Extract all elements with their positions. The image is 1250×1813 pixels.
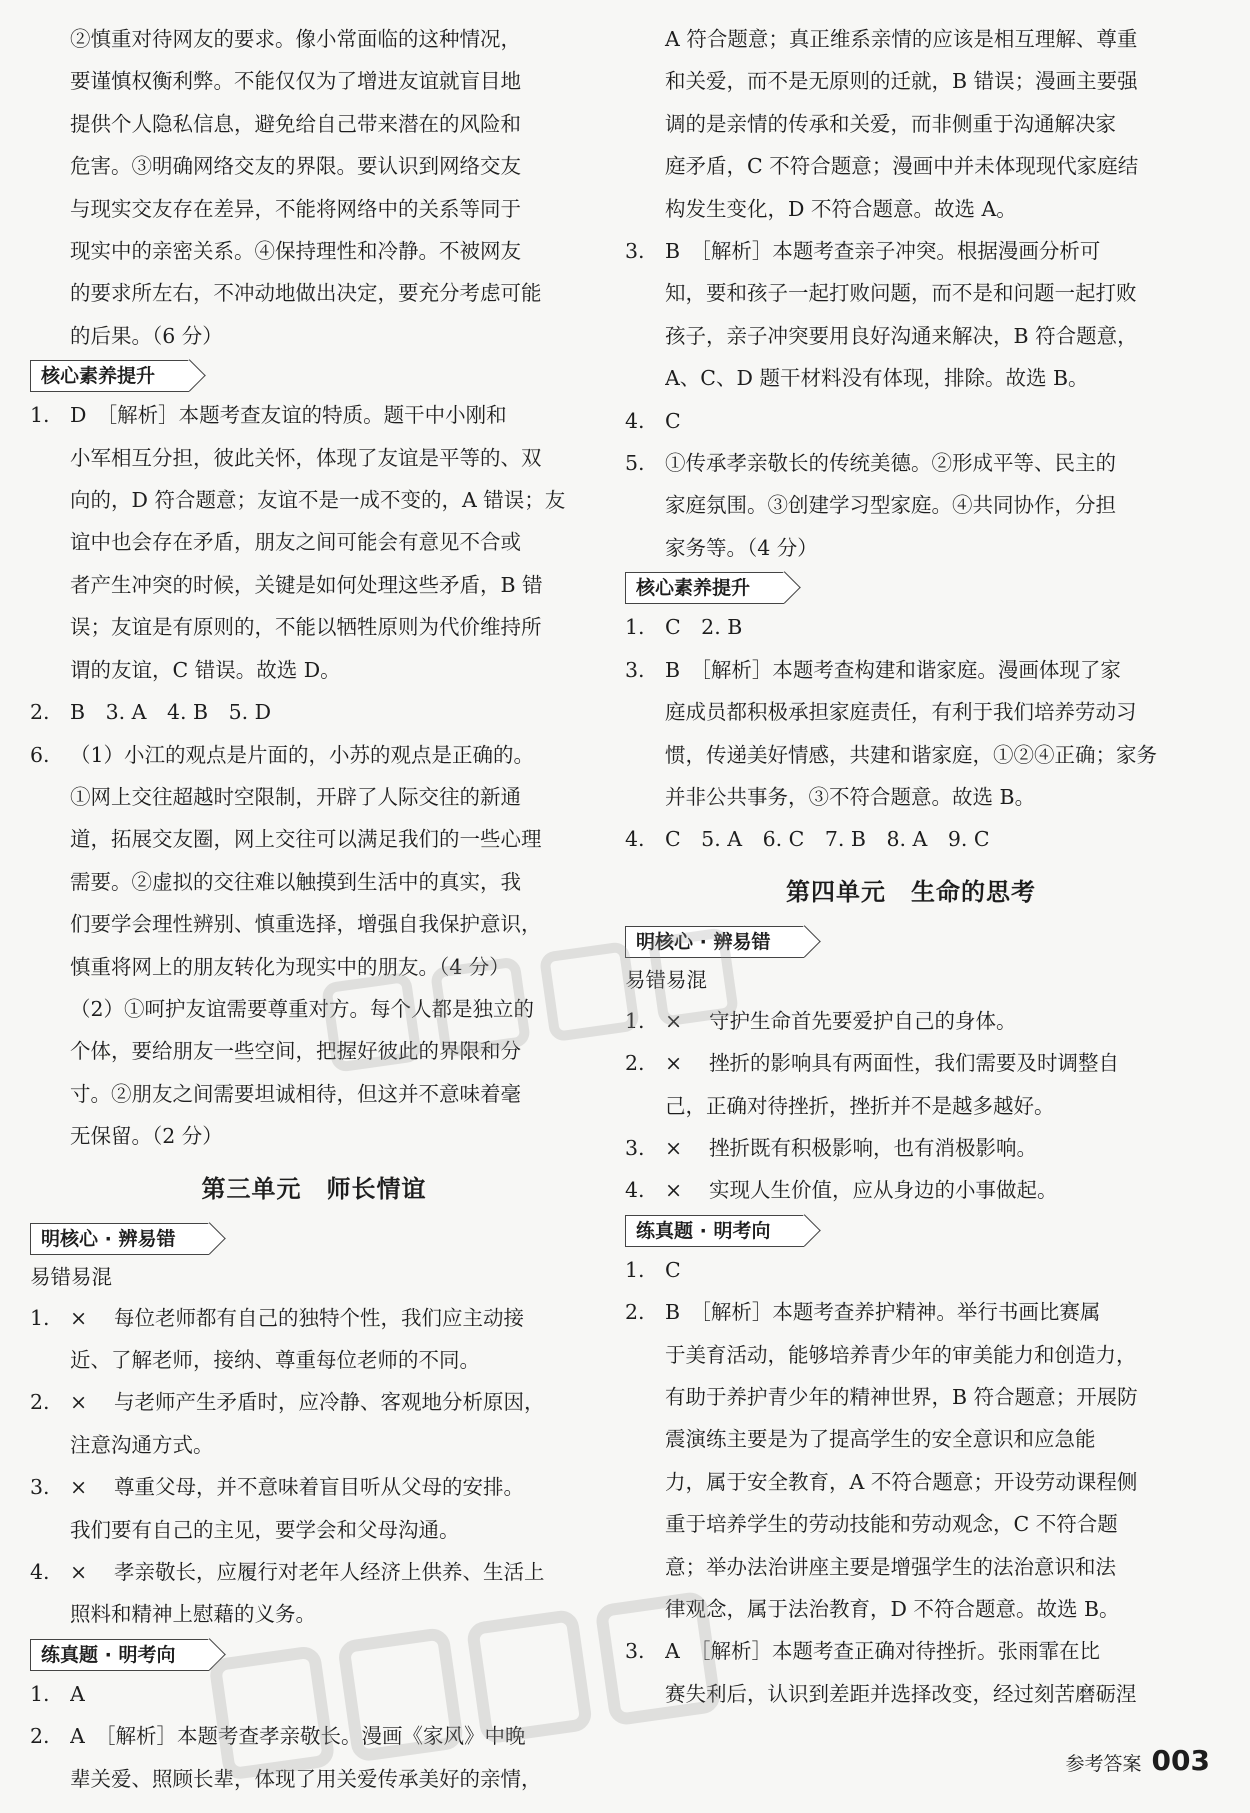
- section-tag-core-literacy: 核心素养提升: [625, 572, 784, 604]
- section-tag-real-exam: 练真题 · 明考向: [30, 1639, 209, 1671]
- text-line: 每位老师都有自己的独特个性，我们应主动接: [114, 1305, 524, 1330]
- text-line: 实现人生价值，应从身边的小事做起。: [709, 1178, 1058, 1203]
- text-line: 家务等。（4 分）: [665, 535, 818, 560]
- item-number: 2.: [30, 1724, 50, 1749]
- text-line: 震演练主要是为了提高学生的安全意识和应急能: [665, 1427, 1096, 1452]
- answer-item: [625, 1249, 1197, 1291]
- text-line: （2）①呵护友谊需要尊重对方。每个人都是独立的: [70, 996, 535, 1021]
- text-line: 小军相互分担，彼此关怀，体现了友谊是平等的、双: [70, 445, 542, 470]
- text-line: C: [665, 408, 681, 433]
- text-line: 谓的友谊，C 错误。故选 D。: [70, 657, 341, 682]
- text-line: A、C、D 题干材料没有体现，排除。故选 B。: [665, 366, 1089, 391]
- text-line: 个体，要给朋友一些空间，把握好彼此的界限和分: [70, 1039, 521, 1064]
- answer-item: [625, 1000, 1197, 1042]
- text-line: 谊中也会存在矛盾，朋友之间可能会有意见不合或: [70, 530, 521, 555]
- item-number: 1.: [30, 1305, 50, 1330]
- item-number: 5.: [625, 451, 645, 476]
- text-line: 寸。②朋友之间需要坦诚相待，但这并不意味着毫: [70, 1081, 521, 1106]
- cross-mark-icon: ×: [665, 1008, 683, 1033]
- page-footer: [1066, 1744, 1210, 1777]
- text-line: 有助于养护青少年的精神世界，B 符合题意；开展防: [665, 1384, 1138, 1409]
- text-line: 者产生冲突的时候，关键是如何处理这些矛盾，B 错: [70, 572, 543, 597]
- text-line: 孩子，亲子冲突要用良好沟通来解决，B 符合题意，: [665, 323, 1138, 348]
- text-line: ①传承孝亲敬长的传统美德。②形成平等、民主的: [665, 451, 1116, 476]
- text-line: 调的是亲情的传承和关爱，而非侧重于沟通解决家: [665, 111, 1116, 136]
- text-line: 律观念，属于法治教育，D 不符合题意。故选 B。: [665, 1597, 1120, 1621]
- answer-item: [30, 734, 598, 1158]
- text-line: B ［解析］本题考查养护精神。举行书画比赛属: [665, 1300, 1101, 1325]
- text-line: 庭矛盾，C 不符合题意；漫画中并未体现现代家庭结: [665, 154, 1139, 179]
- cross-mark-icon: ×: [70, 1390, 88, 1415]
- section-tag-core-literacy: 核心素养提升: [30, 360, 189, 392]
- item-number: 4.: [625, 408, 645, 433]
- answer-item: [625, 1042, 1197, 1127]
- answer-item: [30, 1673, 598, 1715]
- answer-item: [625, 400, 1197, 442]
- text-line: 与老师产生矛盾时，应冷静、客观地分析原因，: [114, 1390, 545, 1415]
- answer-item: [30, 1381, 598, 1466]
- text-line: 尊重父母，并不意味着盲目听从父母的安排。: [114, 1475, 524, 1500]
- text-line: 我们要有自己的主见，要学会和父母沟通。: [70, 1517, 460, 1542]
- answer-item: [30, 394, 598, 691]
- text-line: 们要学会理性辨别、慎重选择，增强自我保护意识，: [70, 912, 542, 937]
- text-line: C 5. A 6. C 7. B 8. A 9. C: [665, 827, 990, 852]
- text-line: A ［解析］本题考查孝亲敬长。漫画《家风》中晚: [70, 1724, 526, 1749]
- item-number: 2.: [625, 1300, 645, 1325]
- text-line: 力，属于安全教育，A 不符合题意；开设劳动课程侧: [665, 1469, 1138, 1494]
- text-line: 的要求所左右，不冲动地做出决定，要充分考虑可能: [70, 281, 542, 306]
- item-number: 3.: [625, 1135, 645, 1160]
- page-number: 003: [1151, 1744, 1210, 1777]
- text-line: 需要。②虚拟的交往难以触摸到生活中的真实，我: [70, 869, 521, 894]
- text-line: 危害。③明确网络交友的界限。要认识到网络交友: [70, 154, 521, 179]
- text-line: C: [665, 1257, 681, 1282]
- item-number: 4.: [30, 1560, 50, 1584]
- text-line: B ［解析］本题考查构建和谐家庭。漫画体现了家: [665, 657, 1121, 682]
- text-line: 己，正确对待挫折，挫折并不是越多越好。: [665, 1093, 1055, 1118]
- text-line: ①网上交往超越时空限制，开辟了人际交往的新通: [70, 784, 521, 809]
- subsection-title: 易错易混: [30, 1264, 112, 1289]
- intro-text: [30, 18, 598, 357]
- unit-heading: 第四单元 生命的思考: [786, 877, 1036, 906]
- text-line: 知，要和孩子一起打败问题，而不是和问题一起打败: [665, 281, 1137, 306]
- item-number: 4.: [625, 827, 645, 852]
- text-line: C 2. B: [665, 615, 743, 640]
- text-line: 辈关爱、照顾长辈，体现了用关爱传承美好的亲情，: [70, 1766, 542, 1791]
- text-line: D ［解析］本题考查友谊的特质。题干中小刚和: [70, 403, 507, 428]
- text-line: 的后果。（6 分）: [70, 323, 223, 348]
- item-number: 2.: [625, 1051, 645, 1076]
- text-line: ②慎重对待网友的要求。像小常面临的这种情况，: [70, 27, 521, 51]
- text-line: 道，拓展交友圈，网上交往可以满足我们的一些心理: [70, 827, 542, 852]
- unit-heading: 第三单元 师长情谊: [201, 1174, 427, 1203]
- answer-item: [625, 649, 1197, 819]
- answer-item: [625, 1291, 1197, 1630]
- text-line: B 3. A 4. B 5. D: [70, 700, 272, 725]
- item-number: 6.: [30, 742, 50, 767]
- answer-item: [625, 1169, 1197, 1211]
- text-line: 重于培养学生的劳动技能和劳动观念，C 不符合题: [665, 1512, 1118, 1537]
- text-line: A ［解析］本题考查正确对待挫折。张雨霏在比: [665, 1639, 1101, 1664]
- item-number: 2.: [30, 700, 50, 725]
- text-line: 惯，传递美好情感，共建和谐家庭，①②④正确；家务: [665, 742, 1157, 767]
- cross-mark-icon: ×: [665, 1051, 683, 1076]
- cross-mark-icon: ×: [70, 1475, 88, 1500]
- text-line: 近、了解老师，接纳、尊重每位老师的不同。: [70, 1347, 480, 1372]
- item-number: 3.: [625, 239, 645, 264]
- text-line: 挫折既有积极影响，也有消极影响。: [709, 1135, 1037, 1160]
- text-line: 家庭氛围。③创建学习型家庭。④共同协作，分担: [665, 493, 1116, 518]
- answer-item: [625, 1630, 1197, 1715]
- answer-item: [30, 1297, 598, 1382]
- section-tag-core-errors: 明核心 · 辨易错: [625, 926, 804, 958]
- item-number: 4.: [625, 1178, 645, 1203]
- item-number: 2.: [30, 1390, 50, 1415]
- text-line: 和关爱，而不是无原则的迁就，B 错误；漫画主要强: [665, 69, 1138, 94]
- text-line: B ［解析］本题考查亲子冲突。根据漫画分析可: [665, 239, 1101, 264]
- answer-item: [30, 691, 598, 733]
- text-line: 现实中的亲密关系。④保持理性和冷静。不被网友: [70, 239, 521, 264]
- answer-item: [30, 1551, 598, 1636]
- right-column: [625, 18, 1197, 1715]
- text-line: A: [70, 1681, 85, 1706]
- text-line: 向的，D 符合题意；友谊不是一成不变的，A 错误；友: [70, 488, 566, 513]
- cross-mark-icon: ×: [70, 1305, 88, 1330]
- cross-mark-icon: ×: [665, 1135, 683, 1160]
- answer-item: [30, 1715, 598, 1800]
- subsection-title: 易错易混: [625, 967, 707, 992]
- text-line: 孝亲敬长，应履行对老年人经济上供养、生活上: [114, 1560, 545, 1584]
- text-line: 无保留。（2 分）: [70, 1124, 223, 1149]
- text-line: 要谨慎权衡利弊。不能仅仅为了增进友谊就盲目地: [70, 69, 521, 94]
- item-number: 3.: [625, 1639, 645, 1664]
- text-line: 于美育活动，能够培养青少年的审美能力和创造力，: [665, 1342, 1137, 1367]
- text-line: 慎重将网上的朋友转化为现实中的朋友。（4 分）: [70, 954, 510, 979]
- item-number: 1.: [30, 403, 50, 428]
- item-number: 1.: [625, 1257, 645, 1282]
- left-column: [30, 18, 598, 1800]
- text-line: 照料和精神上慰藉的义务。: [70, 1602, 316, 1627]
- answer-item: [625, 1127, 1197, 1169]
- answer-item: [625, 442, 1197, 569]
- text-line: 构发生变化，D 不符合题意。故选 A。: [665, 196, 1017, 221]
- answer-item: [30, 1466, 598, 1551]
- cross-mark-icon: ×: [665, 1178, 683, 1203]
- item-number: 3.: [30, 1475, 50, 1500]
- section-tag-core-errors: 明核心 · 辨易错: [30, 1223, 209, 1255]
- text-line: 守护生命首先要爱护自己的身体。: [709, 1008, 1017, 1033]
- text-line: 提供个人隐私信息，避免给自己带来潜在的风险和: [70, 111, 521, 136]
- text-line: 误；友谊是有原则的，不能以牺牲原则为代价维持所: [70, 615, 542, 640]
- text-line: 赛失利后，认识到差距并选择改变，经过刻苦磨砺涅: [665, 1681, 1137, 1706]
- item-number: 3.: [625, 657, 645, 682]
- cross-mark-icon: ×: [70, 1560, 88, 1584]
- text-line: 注意沟通方式。: [70, 1432, 214, 1457]
- text-line: 并非公共事务，③不符合题意。故选 B。: [665, 784, 1036, 809]
- item-number: 1.: [30, 1681, 50, 1706]
- footer-label: 参考答案: [1065, 1753, 1142, 1775]
- answer-item: [625, 818, 1197, 860]
- answer-item: [625, 606, 1197, 648]
- item-number: 1.: [625, 615, 645, 640]
- item-number: 1.: [625, 1008, 645, 1033]
- text-line: 挫折的影响具有两面性，我们需要及时调整自: [709, 1051, 1119, 1076]
- intro-text: [625, 18, 1197, 230]
- section-tag-real-exam: 练真题 · 明考向: [625, 1215, 804, 1247]
- text-line: 与现实交友存在差异，不能将网络中的关系等同于: [70, 196, 521, 221]
- text-line: （1）小江的观点是片面的，小苏的观点是正确的。: [70, 742, 535, 767]
- text-line: A 符合题意；真正维系亲情的应该是相互理解、尊重: [665, 27, 1138, 51]
- text-line: 意；举办法治讲座主要是增强学生的法治意识和法: [665, 1554, 1116, 1579]
- answer-item: [625, 230, 1197, 400]
- text-line: 庭成员都积极承担家庭责任，有利于我们培养劳动习: [665, 700, 1137, 725]
